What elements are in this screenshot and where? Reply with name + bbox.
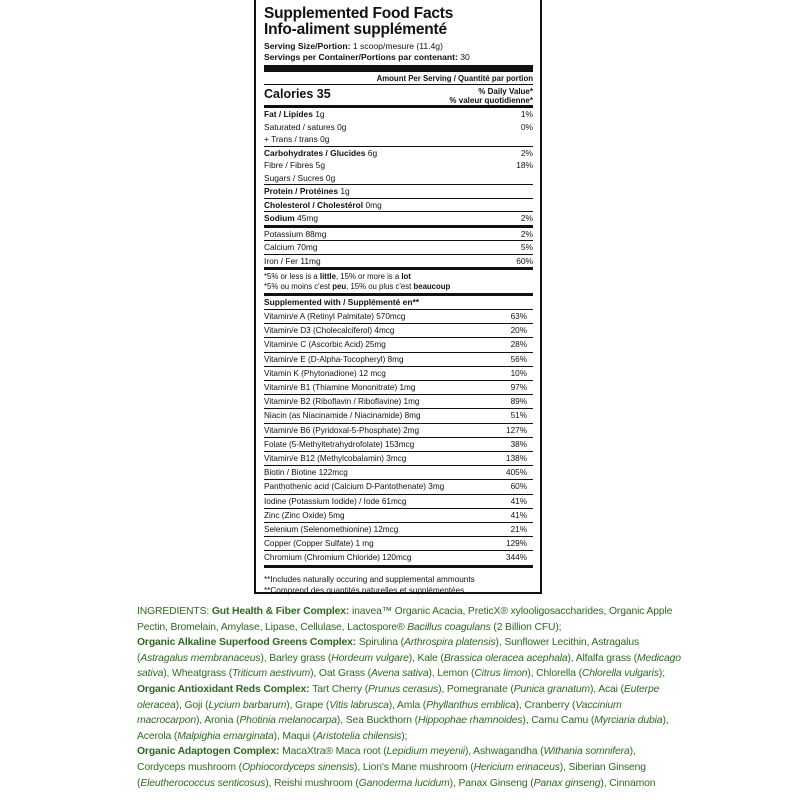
vitamin-row (264, 380, 533, 394)
ingredient-text: ); (658, 668, 665, 680)
botanical-name: Citrus limon (474, 668, 528, 680)
servings-value: 30 (460, 52, 470, 62)
botanical-name: Malpighia emarginata (177, 730, 274, 742)
ingredient-text: ), Amla ( (388, 699, 427, 711)
botanical-name: Aristotelia chilensis (315, 730, 402, 742)
footnote-en: *5% or less is a little, 15% or more is a lot (264, 272, 411, 281)
vitamin-dv: 63% (510, 312, 527, 321)
vitamin-row (264, 494, 533, 508)
vitamin-dv: 405% (506, 468, 527, 478)
vitamin-row (264, 352, 533, 366)
botanical-name: Arthrospira platensis (403, 637, 496, 649)
botanical-name: Brassica oleracea acephala (443, 652, 568, 664)
vitamin-name: Vitamin K (Phytonadione) 12 mcg (264, 368, 386, 378)
nutrient-row (264, 133, 533, 146)
nutrient-row (264, 121, 533, 134)
serving-size-value: 1 scoop/mesure (11.4g) (352, 41, 443, 51)
nutrient-name: Fibre / Fibres 5g (264, 160, 325, 170)
dv-header-fr: % valeur quotidienne* (449, 96, 533, 105)
nutrient-row (264, 147, 533, 160)
vitamin-name: Vitamin/e B6 (Pyridoxal-5-Phosphate) 2mg (264, 425, 420, 435)
botanical-name: Prunus cerasus (368, 683, 439, 695)
ingredient-text: ), Lemon ( (428, 668, 475, 680)
botanical-name: Triticum aestivum (232, 668, 311, 680)
vitamin-name: Vitamin/e A (Retinyl Palmitate) 570mcg (264, 312, 406, 321)
vitamin-row (264, 522, 533, 536)
nutrient-row (264, 212, 533, 225)
vitamin-dv: 21% (510, 525, 527, 535)
vitamin-name: Vitamin/e B2 (Riboflavin / Riboflavine) 1mg (264, 397, 420, 407)
vitamin-dv: 97% (510, 383, 527, 393)
nutrient-name: Sodium 45mg (264, 213, 318, 223)
nutrient-name: Protein / Protéines 1g (264, 186, 350, 196)
vitamin-row (264, 508, 533, 522)
nutrient-name: + Trans / trans 0g (264, 134, 330, 144)
thick-divider (264, 65, 533, 72)
vitamin-row (264, 366, 533, 380)
nutrient-dv: 0% (520, 121, 533, 132)
nutrient-row (264, 228, 533, 241)
nutrient-amount: 70mg (296, 242, 318, 252)
ingredient-text: ), Goji ( (175, 699, 209, 711)
botanical-name: Bacillus coagulans (407, 621, 491, 633)
vitamin-row (264, 337, 533, 351)
vitamin-dv: 89% (510, 397, 527, 407)
vitamin-dv: 20% (510, 326, 527, 336)
ingredients-text (137, 604, 683, 791)
ingredient-text: ), Kale ( (408, 652, 444, 664)
vitamin-list (264, 309, 533, 565)
ingredient-category: Organic Antioxidant Reds Complex: (137, 683, 313, 695)
vitamin-row (264, 423, 533, 437)
ingredient-text: ), Siberian Ginseng ( (137, 761, 646, 789)
nutrient-dv: 5% (520, 242, 533, 252)
botanical-name: Avena sativa (370, 668, 429, 680)
nutrient-dv: 60% (516, 255, 533, 266)
ingredient-text: ), Aronia ( (196, 715, 240, 727)
ingredient-text: ); (401, 730, 408, 742)
vitamin-name: Panthothenic acid (Calcium D-Pantothenate) 3mg (264, 482, 445, 492)
vitamin-name: Iodine (Potassium Iodide) / Iode 61mcg (264, 496, 407, 506)
vitamin-name: Vitamin/e B12 (Methylcobalamin) 3mcg (264, 454, 407, 464)
botanical-name: Lepidium meyenii (386, 746, 465, 758)
nutrient-name: Iron / Fer 11mg (264, 255, 321, 266)
servings-label: Servings per Container/Portions par contenant: (264, 52, 458, 62)
botanical-name: Punica granatum (513, 683, 590, 695)
ingredient-text: ), Cordyceps mushroom ( (137, 746, 636, 773)
vitamin-name: Niacin (as Niacinamide / Niacinamide) 8mg (264, 411, 421, 421)
ingredient-text: ), Acai ( (590, 683, 624, 695)
nutrient-row (264, 241, 533, 254)
nutrient-dv: 1% (520, 109, 533, 119)
botanical-name: Hordeum vulgare (331, 652, 409, 664)
vitamin-dv: 129% (506, 539, 527, 549)
ingredient-text: ), Sea Buckthorn ( (336, 715, 418, 727)
footnote-fr: *5% ou moins c'est peu, 15% ou plus c'est beaucoup (264, 281, 451, 291)
botanical-name: Hippophae rhamnoides (417, 715, 523, 727)
nutrient-name: Carbohydrates / Glucides 6g (264, 147, 378, 158)
vitamin-dv: 344% (506, 553, 527, 563)
ingredient-text: ), Cinnamon (600, 777, 656, 789)
nutrient-name: Saturated / satures 0g (264, 121, 347, 132)
nutrient-dv: 2% (520, 213, 533, 223)
nutrient-amount: 6g (367, 147, 378, 158)
nutrient-row (264, 185, 533, 198)
ingredient-text: Tart Cherry ( (312, 683, 369, 695)
vitamin-row (264, 451, 533, 465)
vitamin-dv: 41% (510, 510, 527, 520)
botanical-name: Vaccinium macrocarpon (137, 699, 622, 727)
ingredient-text: ), Lion's Mane mushroom ( (354, 761, 474, 773)
supplemented-header: Supplemented with / Supplémenté en** (264, 297, 419, 307)
ingredient-text: ), Cranberry ( (515, 699, 576, 711)
ingredient-text: ), Maqui ( (273, 730, 316, 742)
label-title-en: Supplemented Food Facts (264, 5, 454, 22)
ingredient-text: (2 Billion CFU); (490, 621, 562, 633)
vitamin-name: Biotin / Biotine 122mcg (264, 468, 348, 478)
vitamin-dv: 56% (510, 354, 527, 364)
nutrient-dv: 18% (516, 160, 533, 170)
vitamin-row (264, 394, 533, 408)
ingredients-heading: INGREDIENTS: (137, 606, 212, 617)
ingredient-group (137, 746, 655, 788)
botanical-name: Ganoderma lucidum (358, 777, 450, 789)
ingredient-group (137, 637, 681, 679)
nutrient-row (264, 172, 533, 185)
vitamin-name: Folate (5-Methyltetrahydrofolate) 153mcg (264, 439, 415, 449)
label-title-fr: Info-aliment supplémenté (264, 21, 447, 38)
nutrient-dv: 2% (520, 228, 533, 239)
nutrient-list (264, 105, 533, 267)
nutrient-name: Calcium 70mg (264, 242, 318, 252)
vitamin-dv: 28% (510, 340, 527, 350)
calories-row (264, 85, 533, 105)
nutrient-amount: 0g (337, 121, 347, 132)
botanical-name: Photinia melanocarpa (239, 715, 337, 727)
ingredient-text: ), Reishi mushroom ( (265, 777, 359, 789)
nutrient-row (264, 199, 533, 212)
nutrient-name: Potassium 88mg (264, 228, 327, 239)
botanical-name: Lycium barbarum (208, 699, 287, 711)
ingredient-text: ), Wheatgrass ( (163, 668, 233, 680)
nutrient-dv: 2% (520, 147, 533, 158)
botanical-name: Medicago sativa (137, 652, 681, 680)
botanical-name: Vitis labrusca (329, 699, 389, 711)
ingredient-text: ), Pomegranate ( (438, 683, 514, 695)
nutrient-amount: 88mg (305, 228, 327, 239)
ingredient-category: Gut Health & Fiber Complex: (211, 606, 352, 617)
servings-per-container (264, 52, 533, 63)
nutrient-row (264, 159, 533, 172)
ingredient-group (137, 606, 672, 633)
botanical-name: Euterpe oleracea (137, 683, 660, 711)
vitamin-name: Zinc (Zinc Oxide) 5mg (264, 510, 345, 520)
vitamin-dv: 38% (510, 439, 527, 449)
vitamin-dv: 10% (510, 368, 527, 378)
vitamin-row (264, 550, 533, 564)
vitamin-name: Vitamin/e D3 (Cholecalciferol) 4mcg (264, 326, 395, 336)
ingredient-text: MacaXtra® Maca root ( (282, 746, 387, 758)
note-en: **Includes naturally occuring and supplemental ammounts (264, 574, 475, 584)
nutrient-name: Cholesterol / Cholestérol 0mg (264, 199, 382, 210)
nutrient-row (264, 255, 533, 268)
vitamin-name: Vitamin/e C (Ascorbic Acid) 25mg (264, 340, 386, 350)
vitamin-name: Selenium (Selenomethionine) 12mcg (264, 525, 399, 535)
calories: Calories 35 (264, 87, 331, 101)
ingredient-text: ), Grape ( (286, 699, 330, 711)
nutrient-amount: 1g (340, 186, 350, 196)
vitamin-row (264, 437, 533, 451)
ingredient-category: Organic Alkaline Superfood Greens Complex: (137, 637, 359, 649)
dv-header-en: % Daily Value* (478, 87, 533, 96)
supplemented-food-facts-label (254, 0, 542, 594)
ingredient-text: ), Acerola ( (137, 715, 669, 742)
botanical-name: Hericium erinaceus (473, 761, 560, 773)
footnote (264, 270, 533, 293)
ingredient-text: ), Ashwagandha ( (464, 746, 544, 758)
nutrient-amount: 1g (315, 109, 325, 119)
nutrient-amount: 0g (325, 172, 336, 183)
ingredient-text: ), Chlorella ( (527, 668, 582, 680)
nutrient-amount: 0g (320, 134, 330, 144)
ingredient-text: Spirulina ( (358, 637, 404, 649)
nutrient-row (264, 108, 533, 121)
ingredient-text: ), Camu Camu ( (522, 715, 595, 727)
nutrient-amount: 45mg (297, 213, 318, 223)
vitamin-dv: 51% (510, 411, 527, 421)
botanical-name: Myrciaria dubia (594, 715, 663, 727)
botanical-name: Astragalus membranaceus (140, 652, 261, 664)
botanical-name: Ophiocordyceps sinensis (241, 761, 355, 773)
note-fr: **Comprend des quantités naturelles et supplémentées (264, 586, 465, 596)
vitamin-dv: 127% (506, 425, 527, 435)
botanical-name: Panax ginseng (533, 777, 601, 789)
botanical-name: Chlorella vulgaris (581, 668, 659, 680)
vitamin-row (264, 323, 533, 337)
vitamin-name: Vitamin/e E (D-Alpha-Tocopheryl) 8mg (264, 354, 404, 364)
ingredient-text: ), Alfalfa grass ( (567, 652, 637, 664)
vitamin-name: Vitamin/e B1 (Thiamine Mononitrate) 1mg (264, 383, 416, 393)
botanical-name: Phyllanthus emblica (426, 699, 516, 711)
notes (264, 568, 533, 597)
vitamin-name: Chromium (Chromium Chloride) 120mcg (264, 553, 412, 563)
serving-size-label: Serving Size/Portion: (264, 41, 351, 51)
ingredient-text: ), Sunflower Lecithin, Astragalus ( (137, 637, 640, 664)
vitamin-dv: 138% (506, 454, 527, 464)
amount-per-serving: Amount Per Serving / Quantité par portion (376, 74, 533, 83)
botanical-name: Eleutherococcus senticosus (140, 777, 266, 789)
vitamin-dv: 60% (510, 482, 527, 492)
ingredient-category: Organic Adaptogen Complex: (137, 746, 283, 758)
nutrient-name: Sugars / Sucres 0g (264, 172, 336, 183)
vitamin-name: Copper (Copper Sulfate) 1 mg (264, 539, 374, 549)
ingredient-group (137, 684, 669, 742)
daily-value-header (449, 87, 533, 105)
nutrient-name: Fat / Lipides 1g (264, 109, 325, 119)
vitamin-row (264, 465, 533, 479)
vitamin-row (264, 309, 533, 323)
serving-size (264, 41, 533, 52)
ingredient-text: ), Barley grass ( (260, 652, 332, 664)
ingredient-text: inavea™ Organic Acacia, PreticX® xylooligosaccharides, Organic Apple Pectin, Bromelain, Amylase, Lipase, Cellulase, Lactospore® (137, 606, 673, 633)
botanical-name: Withania somnifera (543, 746, 630, 758)
ingredient-text: ), Panax Ginseng ( (449, 777, 534, 789)
vitamin-row (264, 408, 533, 422)
vitamin-row (264, 536, 533, 550)
vitamin-dv: 41% (510, 496, 527, 506)
ingredient-text: ), Oat Grass ( (310, 668, 371, 680)
nutrient-amount: 5g (315, 160, 325, 170)
nutrient-amount: 11mg (300, 255, 321, 266)
nutrient-amount: 0mg (365, 199, 382, 210)
vitamin-row (264, 479, 533, 493)
